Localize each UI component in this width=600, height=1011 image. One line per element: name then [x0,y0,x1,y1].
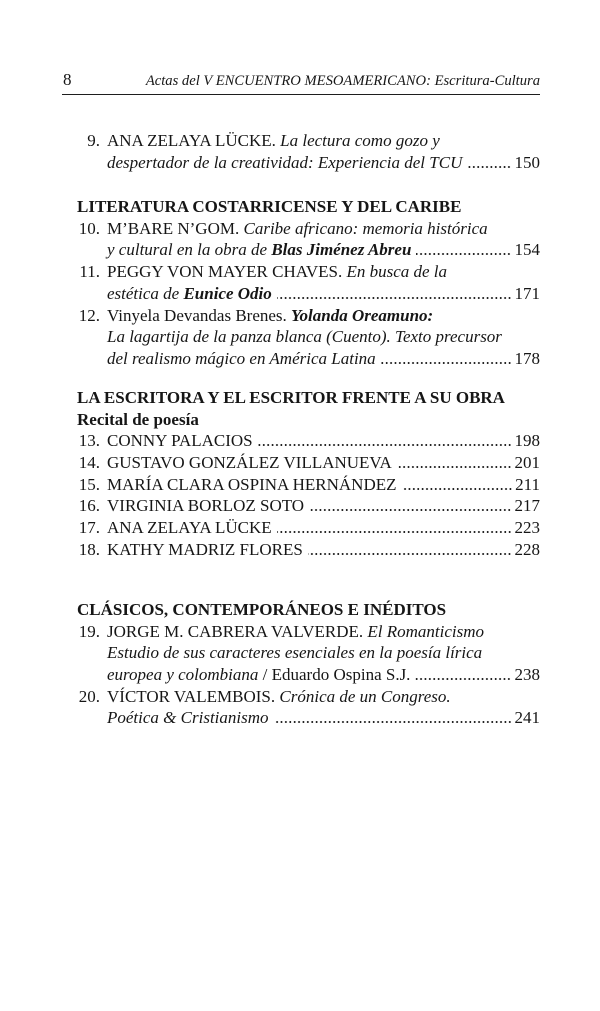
entry-number: 12. [78,305,100,325]
entry-title: despertador de la creatividad: Experiencia del TCU [107,152,463,172]
toc-entry [77,305,540,370]
entry-title-emphasis: Blas Jiménez Abreu [271,240,412,260]
entry-text [107,686,451,708]
entry-text [107,348,376,370]
entry-line [77,326,540,348]
entry-text [107,642,482,664]
entry-text [107,305,433,327]
toc-entry [77,430,540,452]
toc-entry [77,130,540,173]
entry-author: VÍCTOR VALEMBOIS. [107,686,276,706]
entry-author: VIRGINIA BORLOZ SOTO [107,496,305,516]
entry-line [77,642,540,664]
entry-author: JORGE M. CABRERA VALVERDE. [107,621,364,641]
table-of-contents [77,130,540,729]
entry-page-number: 217 [514,496,540,516]
entry-number: 13. [78,431,100,451]
entry-number: 10. [78,218,100,238]
entry-page-number: 228 [514,539,540,559]
entry-number: 19. [78,621,100,641]
leader-dots [258,444,512,446]
toc-section [77,599,540,729]
leader-dots [467,166,511,168]
entry-title: y cultural en la obra de [107,240,268,260]
entry-author: Vinyela Devandas Brenes. [107,305,287,325]
entry-title-emphasis: Yolanda Oreamuno: [291,305,434,325]
entry-text [107,239,411,261]
toc-entry [77,474,540,496]
entry-page-number: 178 [514,348,540,368]
entry-number: 18. [78,539,100,559]
entry-number: 17. [78,518,100,538]
entry-title: Poética & Cristianismo [107,708,269,728]
entry-text [107,261,447,283]
entry-page-number: 198 [514,431,540,451]
toc-section [77,130,540,173]
entry-line [77,130,540,152]
section-heading: LITERATURA COSTARRICENSE Y DEL CARIBE [77,197,462,217]
toc-section [77,387,540,561]
entry-line [77,239,540,261]
entry-title: estética de [107,283,180,303]
entry-text [107,621,484,643]
entry-number: 11. [79,262,100,282]
toc-entry [77,686,540,729]
toc-entry [77,517,540,539]
entry-title: europea y colombiana [107,664,259,684]
toc-entry [77,218,540,261]
entry-page-number: 171 [514,283,540,303]
toc-entry [77,261,540,304]
entry-number: 9. [87,131,100,150]
entry-number: 15. [78,474,100,494]
entry-title: Estudio de sus caracteres esenciales en la poesía lírica [107,643,483,663]
entry-line [77,305,540,327]
entry-title: del realismo mágico en América Latina [107,348,376,368]
leader-dots [309,509,511,511]
entry-text [107,326,502,348]
entry-line [77,152,540,174]
entry-text [107,283,272,305]
toc-section [77,196,540,370]
entry-text [107,218,488,240]
leader-dots [415,678,511,680]
entry-title: El Romanticismo [367,621,485,641]
entry-author: MARÍA CLARA OSPINA HERNÁNDEZ [107,474,397,494]
entry-page-number: 150 [514,152,540,172]
toc-entry [77,539,540,561]
leader-dots [277,297,512,299]
entry-line [77,664,540,686]
section-heading: CLÁSICOS, CONTEMPORÁNEOS E INÉDITOS [77,599,447,619]
leader-dots [274,721,512,723]
entry-title: Crónica de un Congreso. [279,686,451,706]
entry-page-number: 241 [514,708,540,728]
entry-text [107,664,410,686]
entry-title: En busca de la [346,262,448,282]
leader-dots [416,253,511,255]
entry-number: 16. [78,496,100,516]
entry-text [107,152,462,174]
entry-author: PEGGY VON MAYER CHAVES. [107,262,343,282]
section-heading: LA ESCRITORA Y EL ESCRITOR FRENTE A SU OBRA [77,387,505,407]
entry-page-number: 238 [514,664,540,684]
entry-line [77,348,540,370]
entry-page-number: 211 [515,474,540,494]
toc-entry [77,495,540,517]
entry-page-number: 223 [514,518,540,538]
leader-dots [397,466,512,468]
entry-line [77,621,540,643]
leader-dots [308,553,512,555]
leader-dots [402,488,513,490]
entry-line [77,261,540,283]
entry-line [77,707,540,729]
entry-page-number: 201 [514,453,540,473]
entry-author: KATHY MADRIZ FLORES [107,539,303,559]
entry-text [107,130,440,152]
entry-line [77,686,540,708]
entry-author: ANA ZELAYA LÜCKE [107,518,272,538]
entry-title: Caribe africano: memoria histórica [243,218,488,238]
leader-dots [381,362,512,364]
running-header [62,69,540,95]
running-title: Actas del V ENCUENTRO MESOAMERICANO: Escritura-Cultura [145,73,540,89]
toc-entry [77,621,540,686]
entry-author: ANA ZELAYA LÜCKE. [107,131,276,150]
entry-editor: / Eduardo Ospina S.J. [262,664,411,684]
section-subheading: Recital de poesía [77,409,199,429]
entry-title: La lagartija de la panza blanca (Cuento). Texto precursor [107,327,502,347]
page-number: 8 [63,70,72,89]
entry-line [77,218,540,240]
entry-number: 20. [78,686,100,706]
entry-line [77,283,540,305]
entry-number: 14. [78,453,100,473]
entry-author: CONNY PALACIOS [107,431,253,451]
entry-author: GUSTAVO GONZÁLEZ VILLANUEVA [107,453,392,473]
toc-entry [77,452,540,474]
entry-page-number: 154 [514,240,540,260]
entry-text [107,707,269,729]
leader-dots [277,531,512,533]
entry-title-emphasis: Eunice Odio [183,283,272,303]
entry-author: M’BARE N’GOM. [107,218,240,238]
entry-title: La lectura como gozo y [280,131,440,150]
